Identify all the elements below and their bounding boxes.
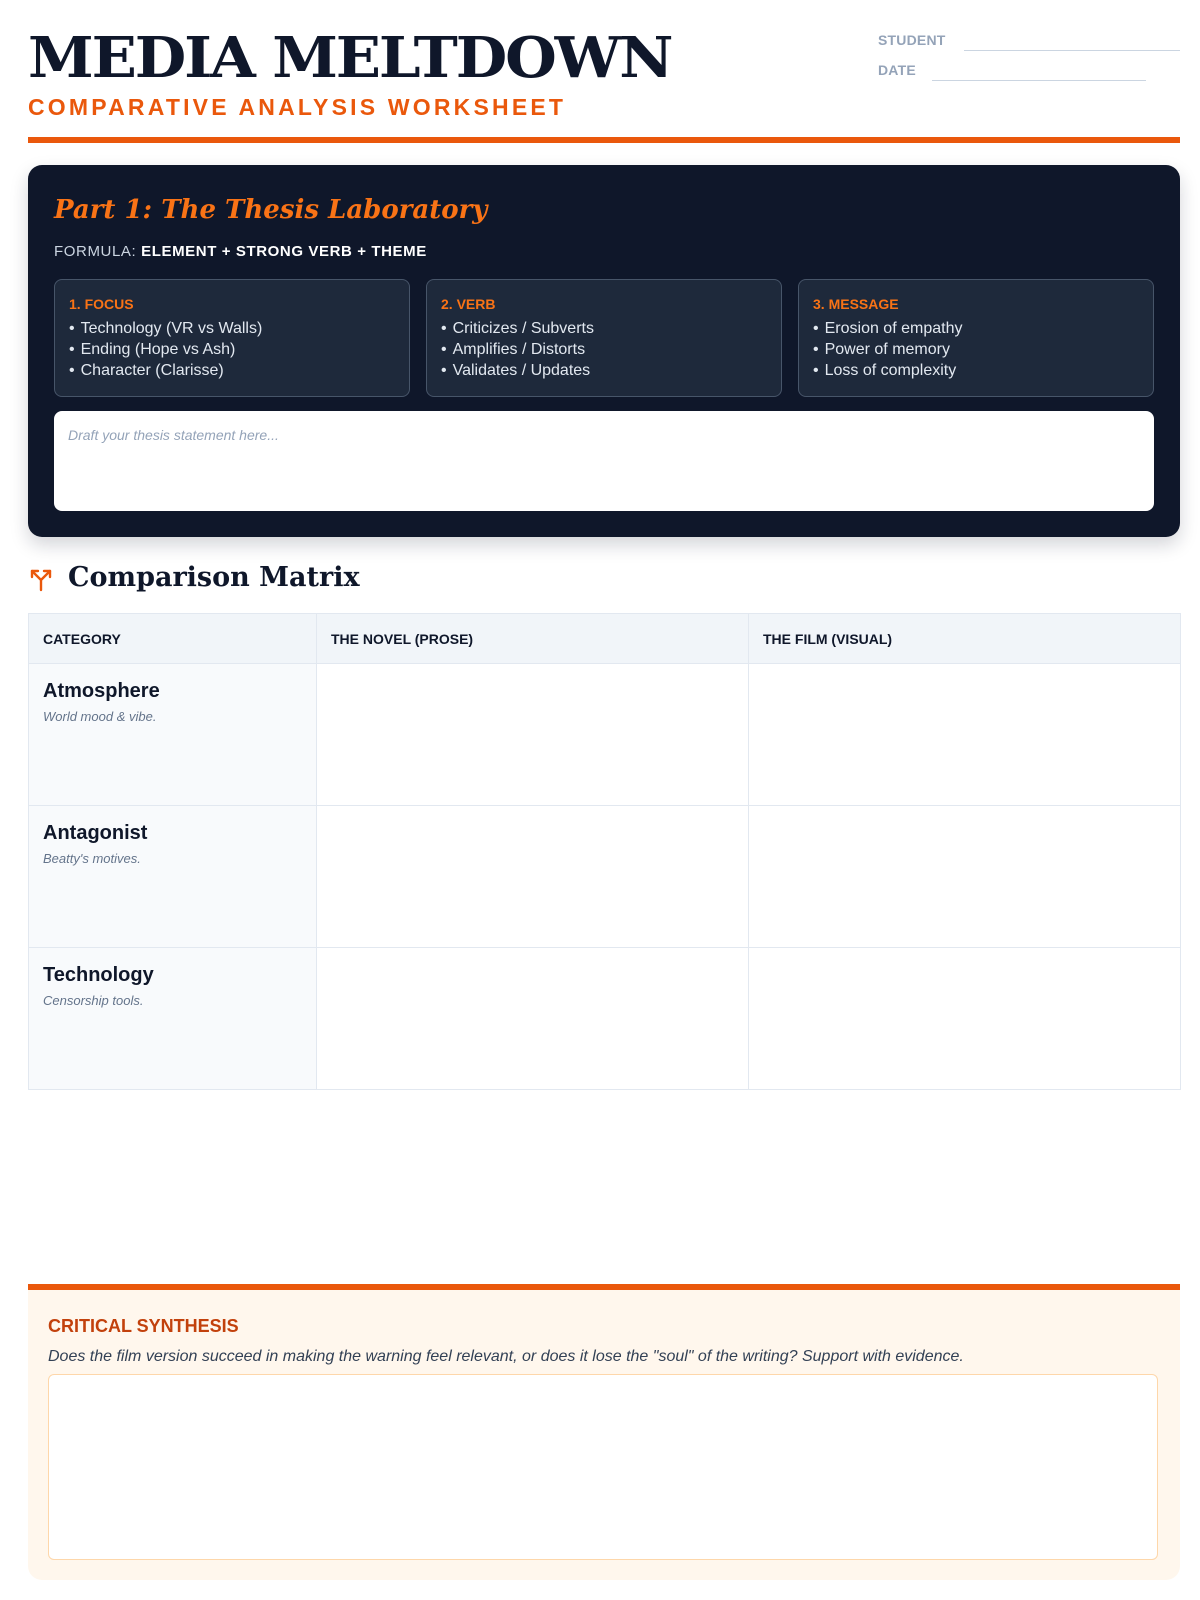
category-description: Censorship tools. xyxy=(43,993,144,1008)
table-row xyxy=(29,664,1181,806)
film-response-cell[interactable] xyxy=(749,664,1181,806)
column-header-category: CATEGORY xyxy=(29,614,317,664)
matrix-header-row xyxy=(29,614,1181,664)
message-item: • Erosion of empathy xyxy=(813,318,1139,339)
student-meta xyxy=(878,32,1180,92)
thesis-statement-input[interactable] xyxy=(54,411,1154,511)
verb-box xyxy=(426,279,782,397)
comparison-matrix-header xyxy=(28,562,628,596)
category-description: World mood & vibe. xyxy=(43,709,157,724)
category-cell xyxy=(29,806,317,948)
focus-item: • Character (Clarisse) xyxy=(69,360,395,381)
synthesis-response-area[interactable] xyxy=(48,1374,1158,1560)
focus-item: • Ending (Hope vs Ash) xyxy=(69,339,395,360)
comparison-matrix-title: Comparison Matrix xyxy=(68,562,360,593)
comparison-matrix-table xyxy=(28,613,1181,1090)
film-response-cell[interactable] xyxy=(749,948,1181,1090)
formula-label: FORMULA: xyxy=(54,243,137,260)
column-header-novel: THE NOVEL (PROSE) xyxy=(317,614,749,664)
split-arrows-icon xyxy=(28,566,54,592)
worksheet-title: MEDIA MELTDOWN xyxy=(28,25,672,91)
focus-heading: 1. FOCUS xyxy=(69,296,134,312)
formula-line xyxy=(54,243,427,260)
date-field[interactable] xyxy=(932,80,1146,81)
focus-item: • Technology (VR vs Walls) xyxy=(69,318,395,339)
student-name-field[interactable] xyxy=(964,50,1180,51)
novel-response-cell[interactable] xyxy=(317,948,749,1090)
film-response-cell[interactable] xyxy=(749,806,1181,948)
verb-item: • Amplifies / Distorts xyxy=(441,339,767,360)
verb-item: • Validates / Updates xyxy=(441,360,767,381)
header-divider xyxy=(28,137,1180,143)
synthesis-prompt: Does the film version succeed in making the warning feel relevant, or does it lose the "soul" of the writing? Support with evidence. xyxy=(48,1348,964,1365)
novel-response-cell[interactable] xyxy=(317,806,749,948)
thesis-laboratory-panel xyxy=(28,165,1180,537)
date-label: DATE xyxy=(878,62,916,78)
category-name: Atmosphere xyxy=(43,680,160,702)
table-row xyxy=(29,806,1181,948)
worksheet-subtitle: COMPARATIVE ANALYSIS WORKSHEET xyxy=(28,94,567,120)
novel-response-cell[interactable] xyxy=(317,664,749,806)
category-cell xyxy=(29,948,317,1090)
worksheet-header xyxy=(28,25,1180,144)
student-row xyxy=(878,32,1180,62)
thesis-placeholder: Draft your thesis statement here... xyxy=(68,427,279,443)
critical-synthesis-section xyxy=(28,1284,1180,1580)
category-description: Beatty's motives. xyxy=(43,851,141,866)
student-label: STUDENT xyxy=(878,32,946,48)
table-row xyxy=(29,948,1181,1090)
category-cell xyxy=(29,664,317,806)
category-name: Antagonist xyxy=(43,822,148,844)
category-name: Technology xyxy=(43,964,154,986)
focus-box xyxy=(54,279,410,397)
synthesis-title: CRITICAL SYNTHESIS xyxy=(48,1316,239,1336)
verb-item: • Criticizes / Subverts xyxy=(441,318,767,339)
message-box xyxy=(798,279,1154,397)
thesis-lab-title: Part 1: The Thesis Laboratory xyxy=(54,195,488,225)
message-item: • Loss of complexity xyxy=(813,360,1139,381)
message-heading: 3. MESSAGE xyxy=(813,296,899,312)
date-row xyxy=(878,62,1180,92)
verb-heading: 2. VERB xyxy=(441,296,496,312)
message-item: • Power of memory xyxy=(813,339,1139,360)
thesis-component-boxes xyxy=(54,279,1154,397)
column-header-film: THE FILM (VISUAL) xyxy=(749,614,1181,664)
formula-text: ELEMENT + STRONG VERB + THEME xyxy=(141,243,427,260)
